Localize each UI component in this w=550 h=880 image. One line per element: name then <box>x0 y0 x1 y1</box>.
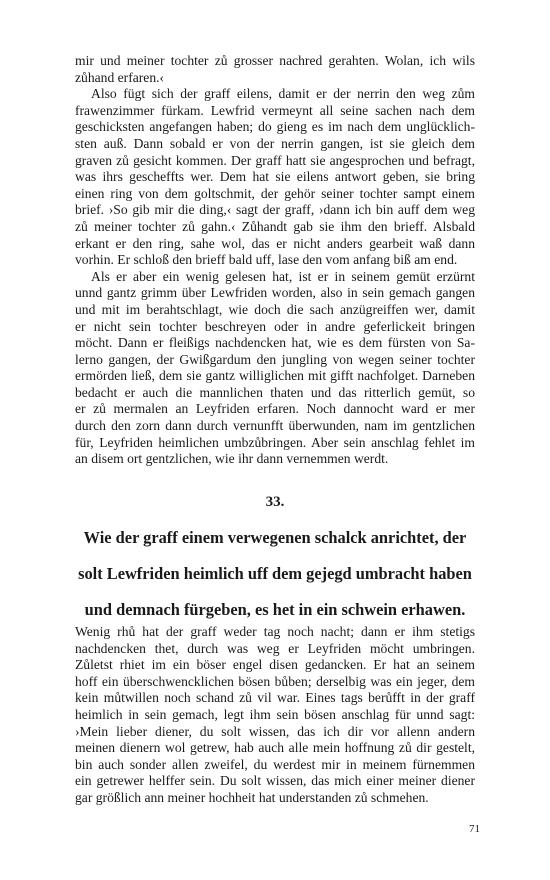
page-number: 71 <box>469 823 480 835</box>
text-line: und mit im berahtschlagt, wie doch die sach anzügreiffen wer, damit <box>75 301 475 317</box>
text-line: geschicksten angefangen haben; do gieng es im nach dem unglücklich- <box>75 119 475 135</box>
text-line: er zů mermalen an Leyfriden erfaren. Noch dannocht ward er mer <box>75 401 475 417</box>
paragraph <box>75 86 475 269</box>
text-line: vorhin. Er schloß den brieff bald uff, lase den vom anfang biß am end. <box>75 252 458 268</box>
text-line: brief. ›So gib mir die ding,‹ sagt der graff, ›dann ich bin auff dem weg <box>75 202 475 218</box>
text-line: Wenig rhů hat der graff weder tag noch nacht; dann er ihm stetigs <box>75 624 475 639</box>
text-line: meinen dienern wol getrew, hab auch alle mein hoffnung zů dir gestelt, <box>75 740 475 756</box>
text-line: frawenzimmer fürkam. Lewfrid vermeynt all seine sachen nach dem <box>75 102 475 118</box>
text-line: für, Leyfriden heimlichen umbzůbringen. Aber sein anschlag fehlet im <box>75 434 475 450</box>
text-line: mir und meiner tochter zů grosser nachred gerahten. Wolan, ich wils <box>75 53 475 68</box>
text-line: hoff ein überschwencklichen bösen bůben; derselbig was ein jeger, dem <box>75 673 475 689</box>
text-line: einen ring von dem goltschmit, der gehör seiner tochter sampt einem <box>75 185 475 201</box>
text-line: nachdencken thet, durch was weg er Leyfriden möcht umbringen. <box>75 640 475 656</box>
text-line: an disem ort gentzlichen, wie ihr dann vernemmen werdt. <box>75 451 389 467</box>
text-line: kein můtwillen noch schand zů vil war. Eines tags berůfft in der graff <box>75 690 475 706</box>
text-line: Zůletst rhiet im ein böser engel disen gedancken. Er hat an seinem <box>75 657 475 673</box>
text-line: möcht. Dann er fleißigs nachdencken hat, wie es dem fürsten von Sa- <box>75 335 475 351</box>
text-line: heimlich in sein gemach, legt ihm sein bösen anschlag für unnd sagt: <box>75 706 475 722</box>
paragraph <box>75 624 475 807</box>
text-line: zů meiner tochter zů gahn.‹ Zůhandt gab sie ihm den brieff. Alsbald <box>75 218 475 234</box>
text-line: bedacht er auch die mannlichen thaten und das ritterlich gemüt, so <box>75 384 475 400</box>
chapter-number: 33. <box>265 494 285 510</box>
text-line: ›Mein lieber diener, du solt wissen, das ich dir vor allenn andern <box>75 723 475 739</box>
text-line: durch den zorn dann durch vernunfft überwunden, nam im gentzlichen <box>75 418 475 434</box>
text-line: bin auch sonder allen zweifel, du werdest mir in meinem fürnemmen <box>75 756 475 772</box>
chapter-heading-line: und demnach fürgeben, es het in ein schwein erhawen. <box>84 600 466 619</box>
text-line: er nicht sein tochter beschreyen oder in andre geferlickeit bringen <box>75 318 475 334</box>
paragraph <box>75 53 475 86</box>
paragraph <box>75 269 475 468</box>
text-line: ermörden ließ, dem sie gantz williglichen mit gifft nachfolget. Darneben <box>75 368 475 384</box>
text-line: sten auß. Dann sobald er von der nerrin gangen, ist sie gleich dem <box>75 135 475 151</box>
text-line: Also fügt sich der graff eilens, damit er der nerrin den weg zům <box>91 86 475 102</box>
text-line: erkant er den ring, sahe wol, das er nicht anders gearbeit waß dann <box>75 235 475 251</box>
chapter-heading-line: solt Lewfriden heimlich uff dem gejegd umbracht haben <box>78 564 472 583</box>
text-line: gar größlich ann meiner hochheit hat understanden zů schmehen. <box>75 789 429 805</box>
text-line: zůhand erfaren.‹ <box>75 69 165 85</box>
chapter-heading-line: Wie der graff einem verwegenen schalck anrichtet, der <box>83 528 467 547</box>
text-line: ein getrewer helffer sein. Du solt wissen, das mich einer meiner diener <box>75 773 475 789</box>
text-line: graven zů gesicht kommen. Der graff hatt sie angesprochen und befragt, <box>75 152 475 168</box>
text-line: was ihrs gescheffts wer. Dem hat sie eilens antwort geben, sie bring <box>75 169 475 185</box>
text-line: Als er aber ein wenig gelesen hat, ist er in seinem gemüt erzürnt <box>91 268 475 284</box>
top-text-block <box>75 53 475 468</box>
text-line: unnd gantz grimm über Lewfriden worden, also in sein gemach gangen <box>75 285 475 301</box>
text-line: lerno gangen, der Gwißgardum den jungling von wegen seiner tochter <box>75 351 475 367</box>
bottom-text-block <box>75 624 475 807</box>
